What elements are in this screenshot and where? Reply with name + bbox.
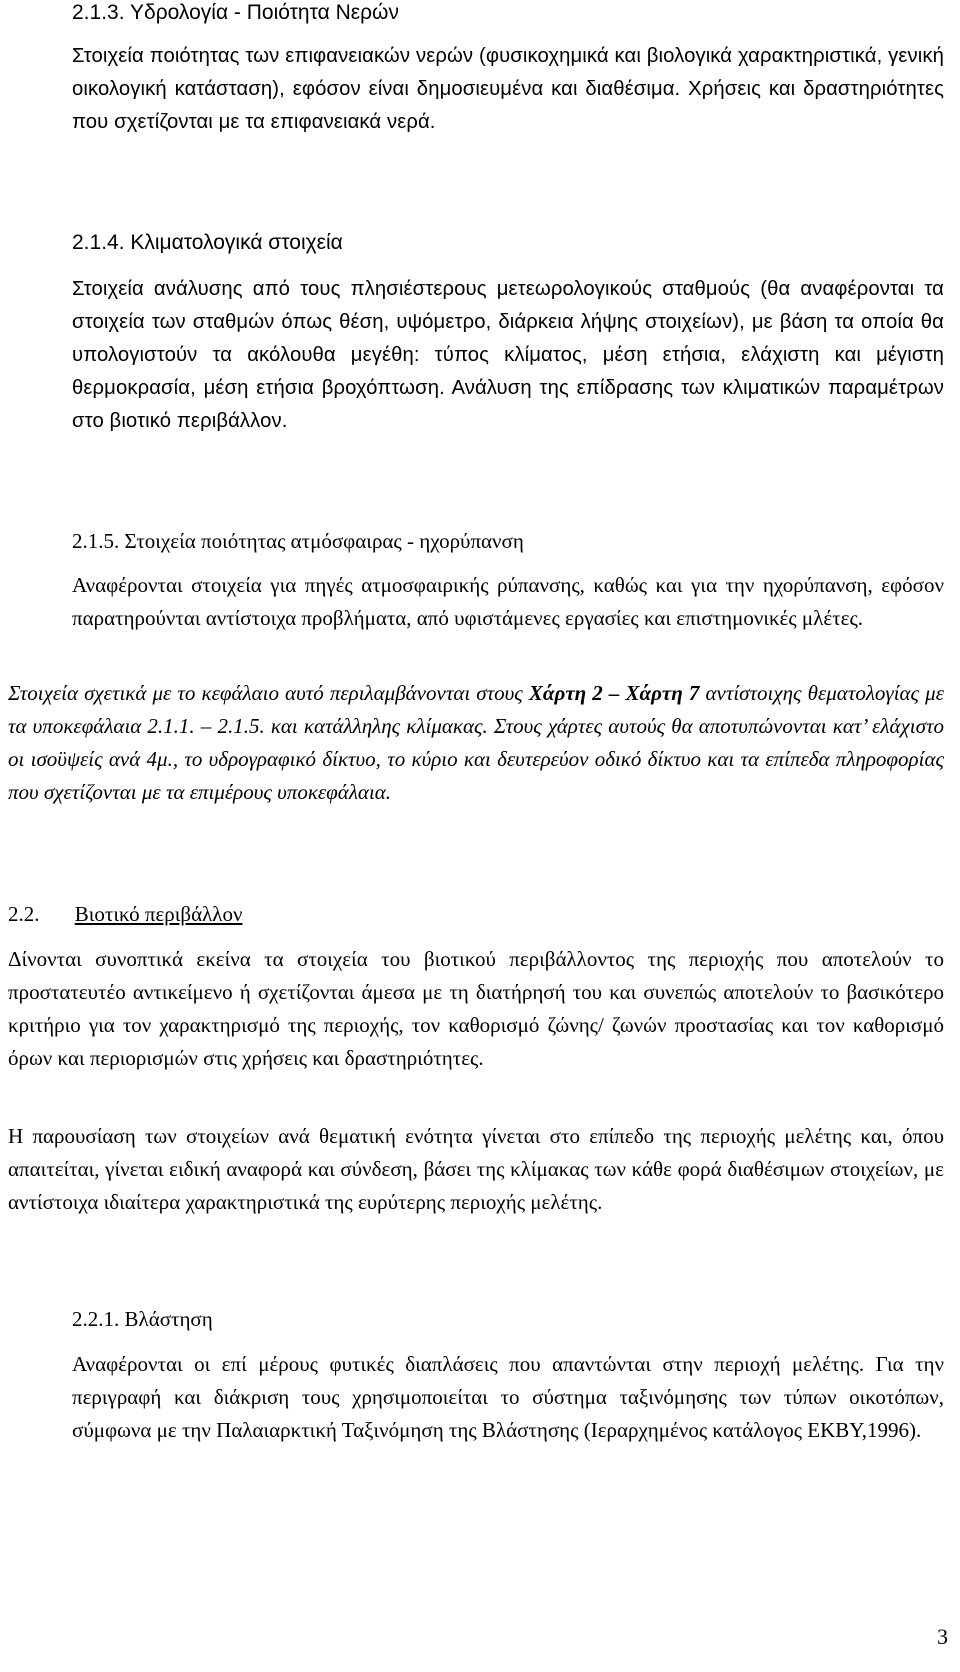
section-body-2-1-5: Αναφέρονται στοιχεία για πηγές ατμοσφαιρικής ρύπανσης, καθώς και για την ηχορύπανση, εφόσον παρατηρούνται αντίστοιχα προβλήματα, από υφιστάμενες εργασίες και επιστημονικές μλέτες. xyxy=(72,573,944,630)
section-heading-2-1-5 xyxy=(72,525,524,558)
section-number-2-2: 2.2. xyxy=(8,902,40,926)
section-heading-2-2-1: 2.2.1. Βλάστηση xyxy=(72,1307,213,1331)
section-heading-2-1-3: 2.1.3. Υδρολογία - Ποιότητα Νερών xyxy=(72,1,399,24)
section-heading-2-1-4: 2.1.4. Κλιματολογικά στοιχεία xyxy=(72,231,343,254)
section-body-2-1-4: Στοιχεία ανάλυσης από τους πλησιέστερους μετεωρολογικούς σταθμούς (θα αναφέρονται τα στοιχεία των σταθμών όπως θέση, υψόμετρο, διάρκεια λήψης στοιχείων), με βάση τα οποία θα υπολογιστούν τα ακόλουθα μεγέθη: τύπος κλίματος, μέση ετήσια, ελάχιστη και μέγιστη θερμοκρασία, μέση ετήσια βροχόπτωση. Ανάλυση της επίδρασης των κλιματικών παραμέτρων στο βιοτικό περιβάλλον. xyxy=(72,278,944,432)
maps-note xyxy=(8,677,944,809)
section-body-2-2-para1: Δίνονται συνοπτικά εκείνα τα στοιχεία του βιοτικού περιβάλλοντος της περιοχής που αποτελούν το προστατευτέο αντικείμενο ή σχετίζονται άμεσα με τη διατήρησή του και συνεπώς αποτελούν το βασικότερο κριτήριο για τον χαρακτηρισμό της περιοχής, τον καθορισμό ζώνης/ ζωνών προστασίας και τον καθορισμό όρων και περιορισμών στις χρήσεις και δραστηριότητες. xyxy=(8,947,944,1070)
maps-note-part1: Στοιχεία σχετικά με το κεφάλαιο αυτό περιλαμβάνονται στους xyxy=(8,681,529,705)
section-number-2-1-5: 2.1.5. xyxy=(72,529,120,553)
section-body-2-1-3: Στοιχεία ποιότητας των επιφανειακών νερών (φυσικοχημικά και βιολογικά χαρακτηριστικά, γενική οικολογική κατάσταση), εφόσον είναι δημοσιευμένα και διαθέσιμα. Χρήσεις και δραστηριότητες που σχετίζονται με τα επιφανειακά νερά. xyxy=(72,45,944,133)
maps-note-bold: Χάρτη 2 – Χάρτη 7 xyxy=(528,681,700,705)
section-body-2-2-1: Αναφέρονται οι επί μέρους φυτικές διαπλάσεις που απαντώνται στην περιοχή μελέτης. Για την περιγραφή και διάκριση τους χρησιμοποιείται το σύστημα ταξινόμησης των τύπων οικοτόπων, σύμφωνα με την Παλαιαρκτική Ταξινόμηση της Βλάστησης (Ιεραρχημένος κατάλογος ΕΚΒΥ,1996). xyxy=(72,1352,944,1442)
section-title-2-2: Βιοτικό περιβάλλον xyxy=(74,902,243,926)
maps-note-part2: αντίστοιχης θεματολογίας με τα υποκεφάλαια 2.1.1. – 2.1.5. και κατάλληλης κλίμακας. Στους χάρτες αυτούς θα αποτυπώνονται κατ’ ελάχιστο οι ισοϋψείς ανά 4μ., το υδρογραφικό δίκτυο, το κύριο και δευτερεύον οδικό δίκτυο και τα επίπεδα πληροφορίας που σχετίζονται με τα επιμέρους υποκεφάλαια. xyxy=(8,681,944,804)
section-body-2-2-para2: Η παρουσίαση των στοιχείων ανά θεματική ενότητα γίνεται στο επίπεδο της περιοχής μελέτης και, όπου απαιτείται, γίνεται ειδική αναφορά και σύνδεση, βάσει της κλίμακας των κάθε φορά διαθέσιμων στοιχείων, με αντίστοιχα ιδιαίτερα χαρακτηριστικά της ευρύτερης περιοχής μελέτης. xyxy=(8,1124,944,1214)
section-heading-2-2 xyxy=(8,898,242,931)
section-title-2-1-5: Στοιχεία ποιότητας ατμόσφαιρας - ηχορύπανση xyxy=(124,529,524,553)
page-number: 3 xyxy=(937,1624,948,1649)
